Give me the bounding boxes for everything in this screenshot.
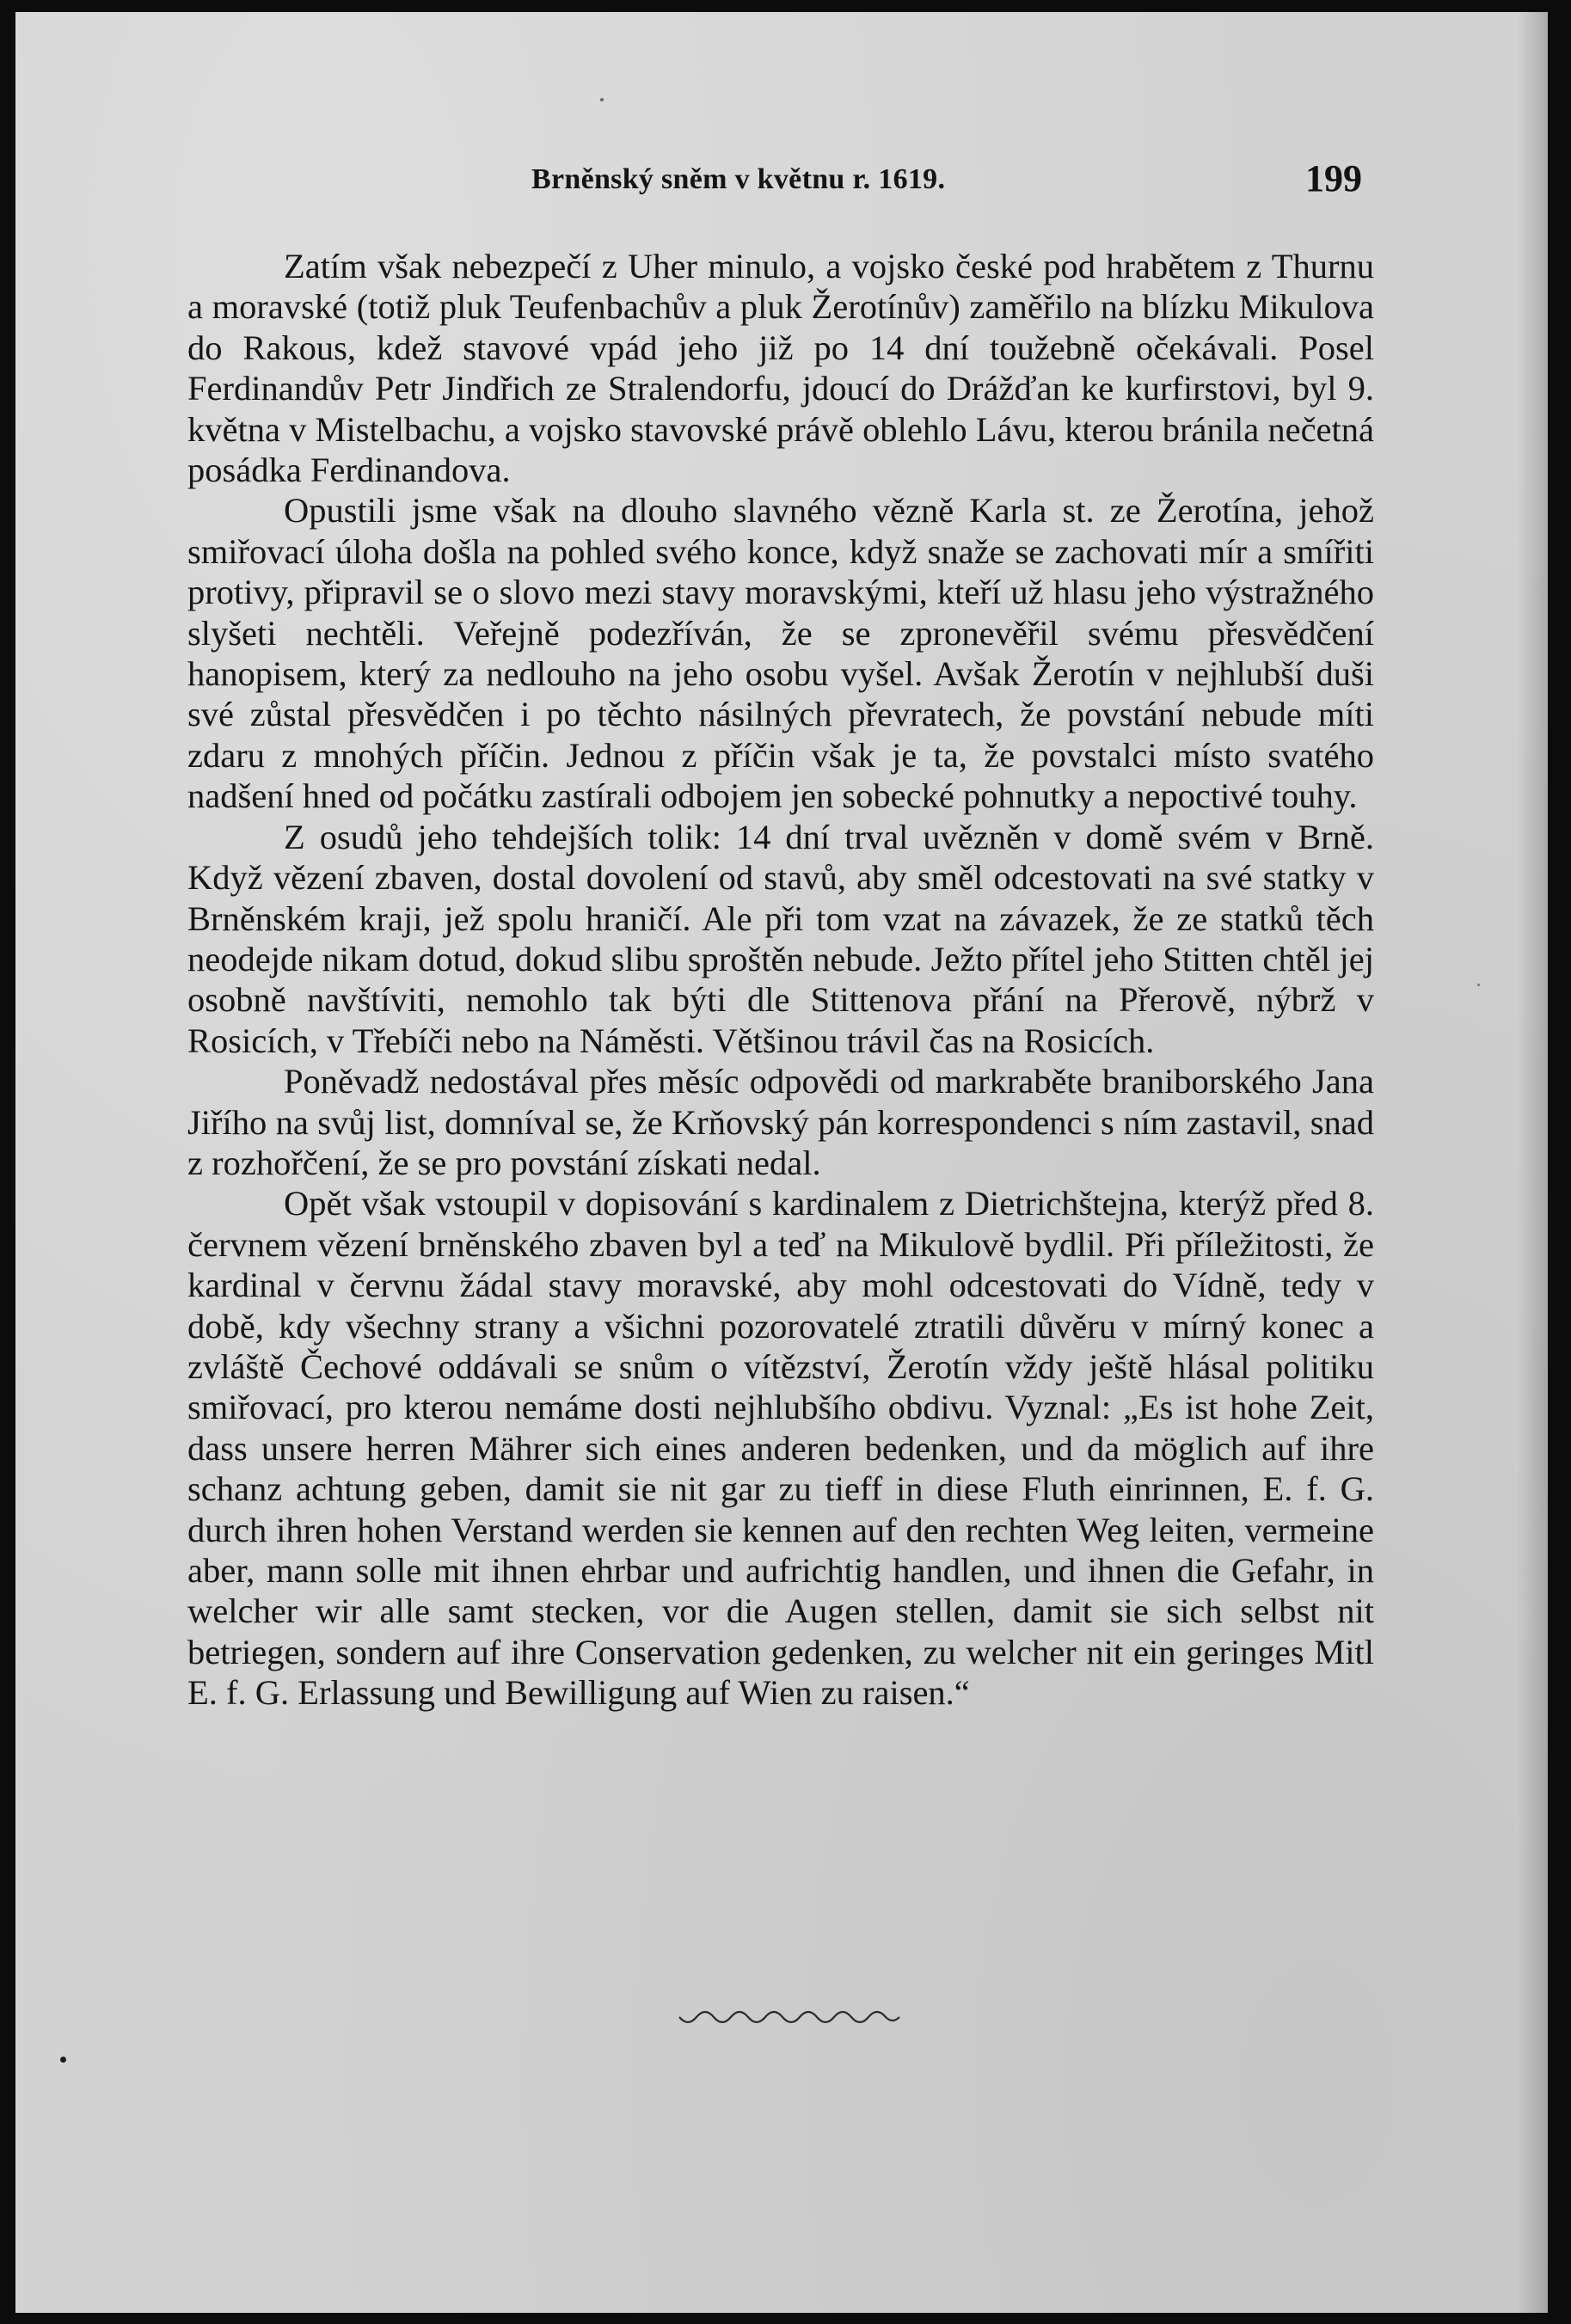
page-shadow [1517,12,1548,2313]
paragraph: Z osudů jeho tehdejších tolik: 14 dní trval uvězněn v domě svém v Brně. Když vězení zbaven, dostal dovolení od stavů, aby směl odcestovati na své statky v Brněnském kraji, jež spolu hraničí. Ale při tom vzat na závazek, že ze statků těch neodejde nikam dotud, dokud slibu sproštěn nebude. Ježto přítel jeho Stitten chtěl jej osobně navštíviti, nemohlo tak býti dle Stittenova přání na Přerově, nýbrž v Rosicích, v Třebíči nebo na Náměsti. Většinou trávil čas na Rosicích. [187,817,1374,1060]
paragraph: Opět však vstoupil v dopisování s kardinalem z Dietrichštejna, kterýž před 8. červnem vězení brněnského zbaven byl a teď na Mikulově bydlil. Při příležitosti, že kardinal v červnu žádal stavy moravské, aby mohl odcestovati do Vídně, tedy v době, kdy všechny strany a všichni pozorovatelé ztratili důvěru v mírný konec a zvláště Čechové oddávali se snům o vítězství, Žerotín vždy ještě hlásal politiku smiřovací, pro kterou nemáme dosti nejhlubšího obdivu. Vyznal: „Es ist hohe Zeit, dass unsere herren Mährer sich eines anderen bedenken, und da möglich auf ihre schanz achtung geben, damit sie nit gar zu tieff in diese Fluth einrinnen, E. f. G. durch ihren hohen Verstand werden sie kennen auf den rechten Weg leiten, vermeine aber, mann solle mit ihnen ehrbar und aufrichtig handlen, und ihnen die Gefahr, in welcher wir alle samt stecken, vor die Augen stellen, damit sie sich selbst nit betriegen, sondern auf ihre Conservation gedenken, zu welcher nit ein geringes Mitl E. f. G. Erlassung und Bewilligung auf Wien zu raisen.“ [187,1184,1374,1713]
page-number: 199 [1305,157,1362,199]
body-text [187,246,1374,1714]
print-speck [600,98,604,101]
paragraph: Zatím však nebezpečí z Uher minulo, a vojsko české pod hrabětem z Thurnu a moravské (totiž pluk Teufenbachův a pluk Žerotínův) zaměřilo na blízku Mikulova do Rakous, kdež stavové vpád jeho již po 14 dní toužebně očekávali. Posel Ferdinandův Petr Jindřich ze Stralendorfu, jdoucí do Drážďan ke kurfirstovi, byl 9. května v Mistelbachu, a vojsko stavovské právě oblehlo Lávu, kterou bránila nečetná posádka Ferdinandova. [187,247,1374,490]
running-title: Brněnský sněm v květnu r. 1619. [531,163,946,195]
book-page [15,12,1548,2313]
paragraph: Poněvadž nedostával přes měsíc odpovědi od markraběte braniborského Jana Jiřího na svůj list, domníval se, že Krňovský pán korrespondenci s ním zastavil, snad z rozhořčení, že se pro povstání získati nedal. [187,1062,1374,1182]
running-header [15,156,1548,208]
paragraph: Opustili jsme však na dlouho slavného vězně Karla st. ze Žerotína, jehož smiřovací úloha došla na pohled svého konce, když snaže se zachovati mír a smířiti protivy, připravil se o slovo mezi stavy moravskými, kteří už hlasu jeho výstražného slyšeti nechtěli. Veřejně podezříván, že se zpronevěřil svému přesvědčení hanopisem, který za nedlouho na jeho osobu vyšel. Avšak Žerotín v nejhlubší duši své zůstal přesvědčen i po těchto násilných převratech, že povstání nebude míti zdaru z mnohých příčin. Jednou z příčin však je ta, že povstalci místo svatého nadšení hned od počátku zastírali odbojem jen sobecké pohnutky a nepoctivé touhy. [187,491,1374,816]
print-speck [60,2057,66,2063]
print-speck [1477,984,1480,986]
end-ornament-icon [678,2005,901,2031]
